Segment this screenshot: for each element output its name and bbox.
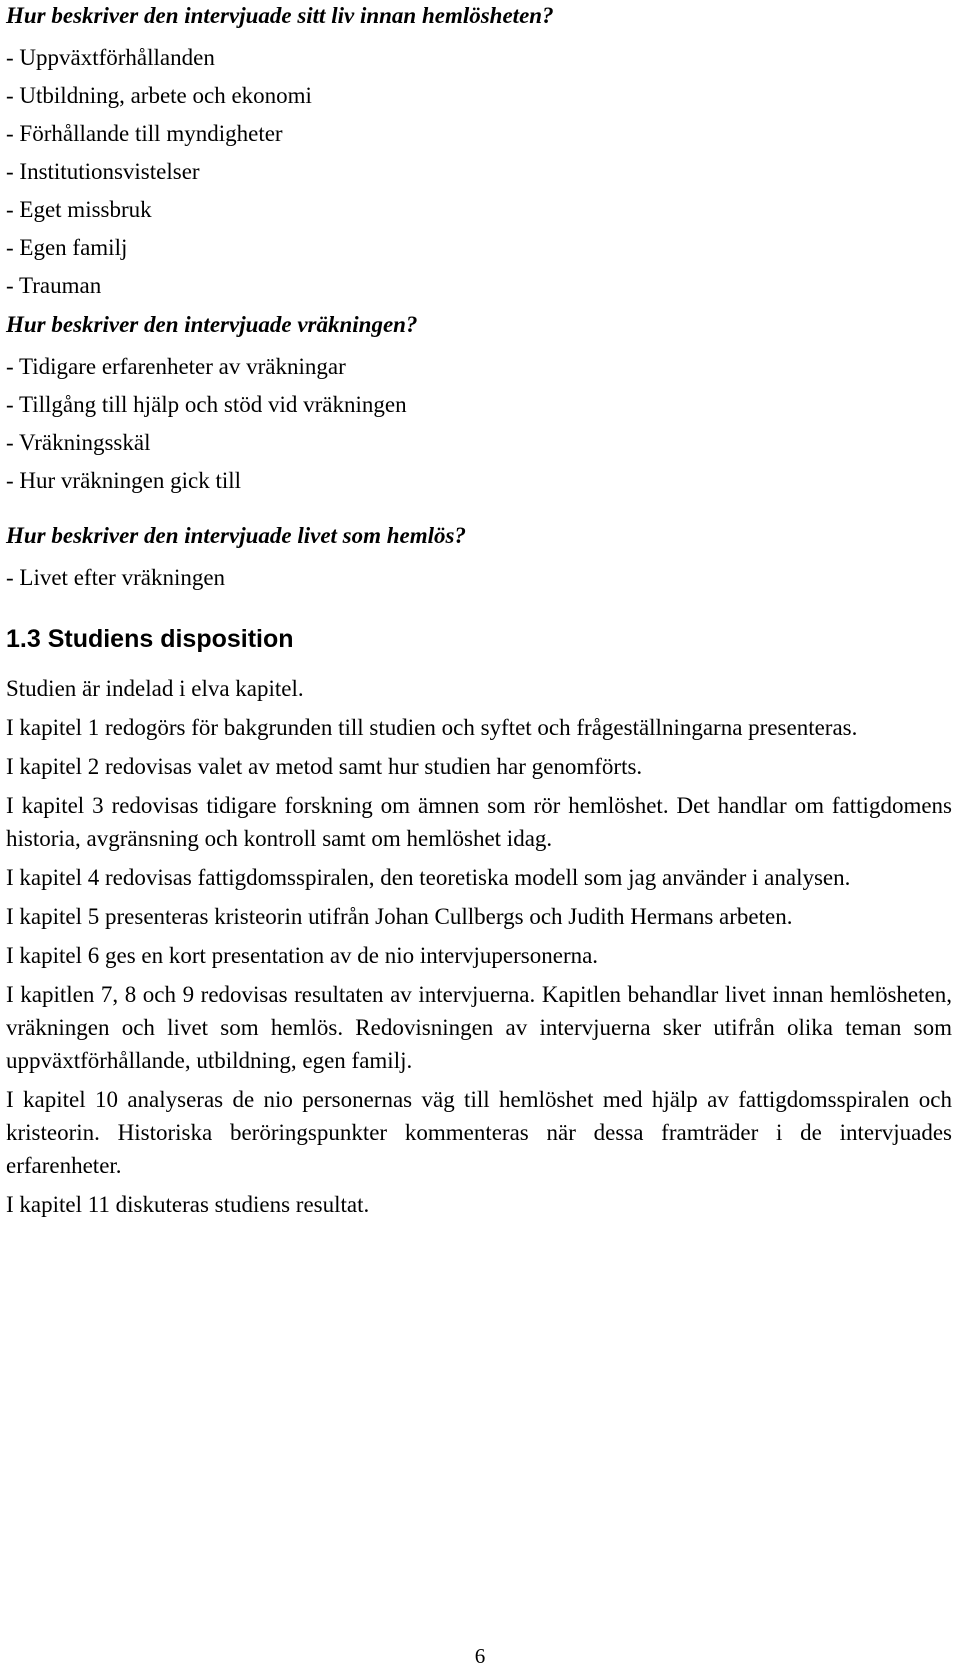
document-page [6, 0, 952, 1221]
list-item: - Tidigare erfarenheter av vräkningar [6, 354, 346, 379]
list-item: - Trauman [6, 273, 102, 298]
section-heading-2: Hur beskriver den intervjuade vräkningen? [6, 312, 418, 337]
section-heading-1: Hur beskriver den intervjuade sitt liv innan hemlösheten? [6, 3, 554, 28]
page-number: 6 [474, 1644, 486, 1668]
list-item: - Tillgång till hjälp och stöd vid vräkningen [6, 392, 407, 417]
section-list-3 [6, 559, 952, 597]
paragraph: I kapitel 3 redovisas tidigare forskning om ämnen som rör hemlöshet. Det handlar om fattigdomens historia, avgränsning och kontroll samt om hemlöshet idag. [6, 793, 952, 851]
paragraph: I kapitel 4 redovisas fattigdomsspiralen, den teoretiska modell som jag använder i analysen. [6, 865, 851, 890]
paragraph: I kapitel 6 ges en kort presentation av de nio intervjupersonerna. [6, 943, 599, 968]
paragraph: I kapitel 2 redovisas valet av metod samt hur studien har genomförts. [6, 754, 643, 779]
list-item: - Uppväxtförhållanden [6, 45, 215, 70]
list-item: - Förhållande till myndigheter [6, 121, 283, 146]
list-item: - Institutionsvistelser [6, 159, 200, 184]
paragraph: Studien är indelad i elva kapitel. [6, 676, 304, 701]
paragraph: I kapitlen 7, 8 och 9 redovisas resultaten av intervjuerna. Kapitlen behandlar livet innan hemlösheten, vräkningen och livet som hemlös. Redovisningen av intervjuerna sker utifrån olika teman som uppväxtförhållande, utbildning, egen familj. [6, 982, 952, 1073]
list-item: - Egen familj [6, 235, 128, 260]
section-list-2 [6, 348, 952, 500]
paragraph: I kapitel 11 diskuteras studiens resultat. [6, 1192, 370, 1217]
paragraph: I kapitel 10 analyseras de nio personernas väg till hemlöshet med hjälp av fattigdomsspiralen och kristeorin. Historiska beröringspunkter kommenteras när dessa framträder i de intervjuades erfarenheter. [6, 1087, 952, 1178]
chapter-heading: 1.3 Studiens disposition [6, 625, 294, 653]
list-item: - Vräkningsskäl [6, 430, 151, 455]
list-item: - Eget missbruk [6, 197, 152, 222]
list-item: - Livet efter vräkningen [6, 565, 226, 590]
list-item: - Hur vräkningen gick till [6, 468, 242, 493]
section-list-1 [6, 39, 952, 305]
paragraph: I kapitel 5 presenteras kristeorin utifrån Johan Cullbergs och Judith Hermans arbeten. [6, 904, 793, 929]
list-item: - Utbildning, arbete och ekonomi [6, 83, 312, 108]
paragraph: I kapitel 1 redogörs för bakgrunden till studien och syftet och frågeställningarna presenteras. [6, 715, 858, 740]
section-heading-3: Hur beskriver den intervjuade livet som hemlös? [6, 523, 466, 548]
